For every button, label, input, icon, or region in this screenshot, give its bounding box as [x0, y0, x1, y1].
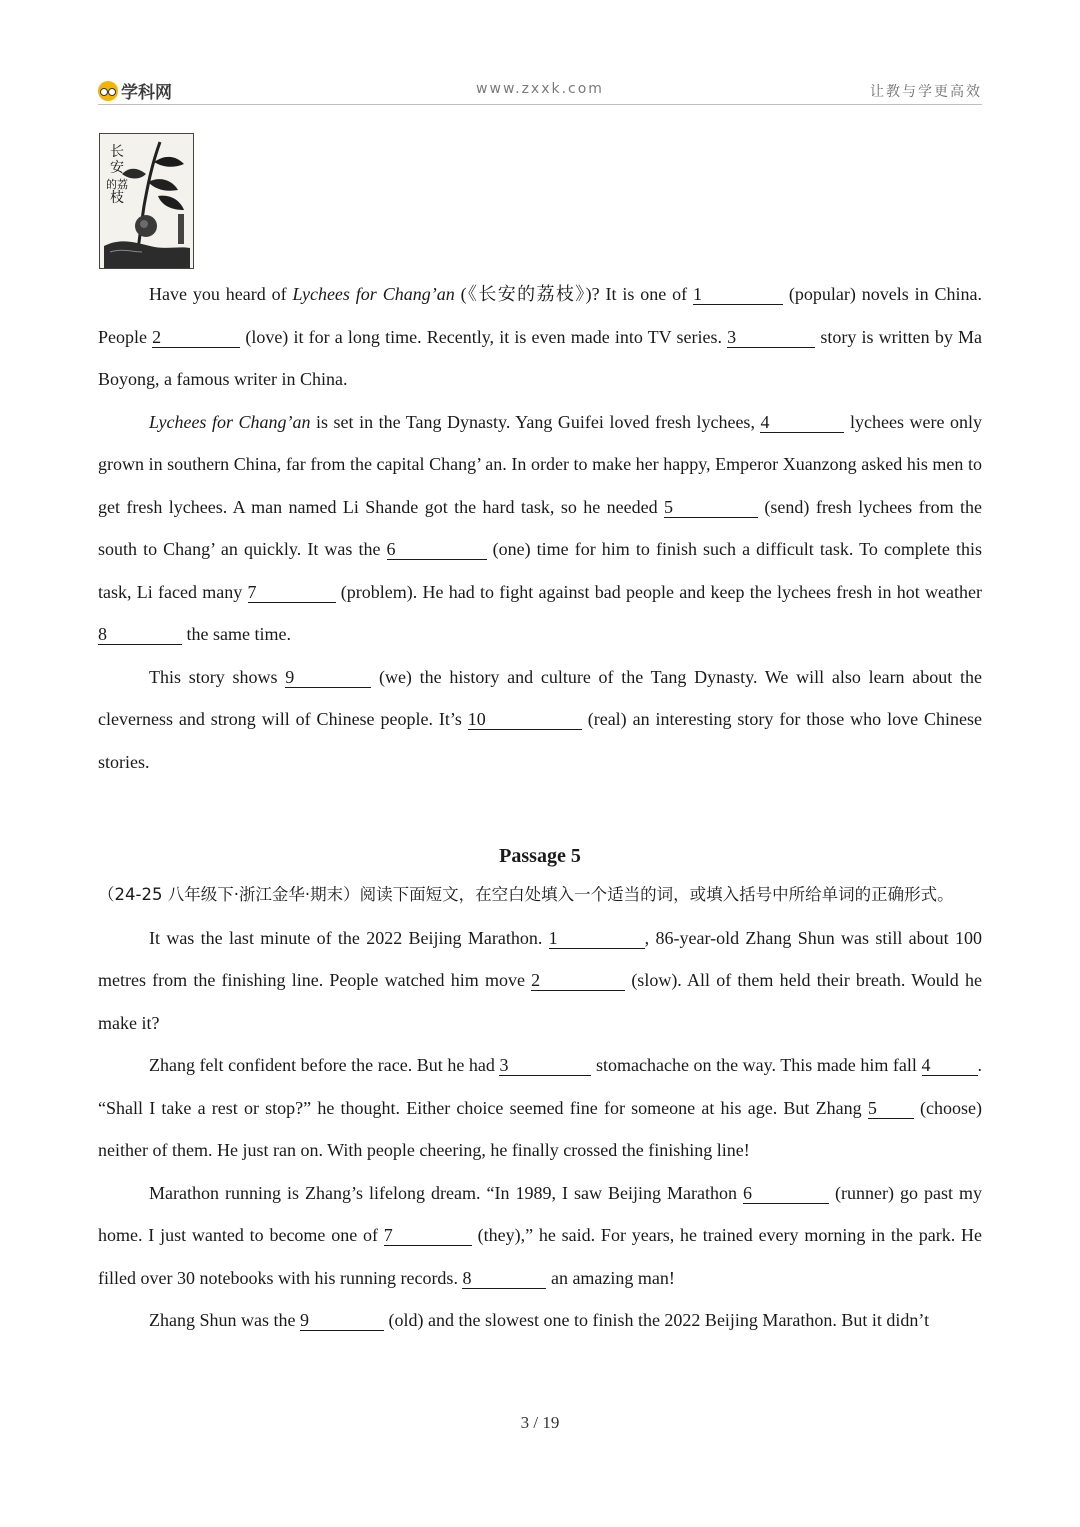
passage5-paragraph-3: Marathon running is Zhang’s lifelong dream. “In 1989, I saw Beijing Marathon 6 (runner) go past my home. I just wanted to become one of 7 (they),” he said. For years, he trained every morning in the park. He filled over 30 notebooks with his running records. 8 an amazing man! — [98, 1182, 982, 1288]
blank-2: 2 — [152, 328, 240, 348]
blank-6: 6 — [743, 1184, 829, 1204]
passage4-paragraph-1: Have you heard of Lychees for Chang’an (《长安的荔枝》)? It is one of 1 (popular) novels in China. People 2 (love) it for a long time. Recently, it is even made into TV series. 3 story is written by Ma Boyong, a famous writer in China. — [98, 284, 983, 389]
blank-4: 4 — [760, 413, 844, 433]
blank-4: 4 — [922, 1056, 978, 1076]
blank-7: 7 — [384, 1226, 472, 1246]
blank-1: 1 — [549, 929, 645, 949]
blank-3: 3 — [499, 1056, 591, 1076]
blank-1: 1 — [693, 285, 783, 305]
blank-3: 3 — [727, 328, 815, 348]
book-title: Lychees for Chang’an — [149, 411, 311, 432]
blank-8: 8 — [462, 1269, 546, 1289]
blank-6: 6 — [387, 540, 487, 560]
passage4-paragraph-3: This story shows 9 (we) the history and culture of the Tang Dynasty. We will also learn about the cleverness and strong will of Chinese people. It’s 10 (real) an interesting story for those who love Chinese stories. — [98, 666, 983, 772]
svg-text:的荔: 的荔 — [106, 178, 128, 191]
logo-text: 学科网 — [121, 83, 172, 103]
site-slogan: 让教与学更高效 — [870, 84, 982, 100]
worksheet-content — [98, 273, 982, 1342]
passage-title: Passage 5 — [499, 845, 581, 867]
blank-2: 2 — [531, 971, 625, 991]
passage5-paragraph-2: Zhang felt confident before the race. But he had 3 stomachache on the way. This made him fall 4 . “Shall I take a rest or stop?” he thought. Either choice seemed fine for someone at his age. But Zhang 5 (choose) neither of them. He just ran on. With people cheering, he finally crossed the finishing line! — [98, 1055, 982, 1160]
exercise-instructions: （24-25 八年级下·浙江金华·期末）阅读下面短文，在空白处填入一个适当的词，或填入括号中所给单词的正确形式。 — [98, 885, 954, 904]
blank-9: 9 — [285, 668, 371, 688]
book-cover-image — [99, 133, 194, 269]
site-url: www.zxxk.com — [476, 81, 604, 97]
svg-text:安: 安 — [110, 160, 124, 176]
passage4-paragraph-2: Lychees for Chang’an is set in the Tang Dynasty. Yang Guifei loved fresh lychees, 4 lychees were only grown in southern China, far from the capital Chang’ an. In order to make her happy, Emperor Xuanzong asked his men to get fresh lychees. A man named Li Shande got the hard task, so he needed 5 (send) fresh lychees from the south to Chang’ an quickly. It was the 6 (one) time for him to finish such a difficult task. To complete this task, Li faced many 7 (problem). He had to fight against bad people and keep the lychees fresh in hot weather 8 the same time. — [98, 411, 982, 644]
blank-9: 9 — [300, 1311, 384, 1331]
blank-8: 8 — [98, 625, 182, 645]
blank-5: 5 — [868, 1099, 914, 1119]
passage5-paragraph-1: It was the last minute of the 2022 Beijing Marathon. 1 , 86-year-old Zhang Shun was still about 100 metres from the finishing line. People watched him move 2 (slow). All of them held their breath. Would he make it? — [98, 927, 982, 1033]
blank-10: 10 — [468, 710, 582, 730]
passage5-paragraph-4: Zhang Shun was the 9 (old) and the slowest one to finish the 2022 Beijing Marathon. But it didn’t — [149, 1310, 930, 1330]
blank-5: 5 — [664, 498, 758, 518]
book-title: Lychees for Chang’an — [292, 284, 455, 304]
blank-7: 7 — [248, 583, 336, 603]
page-number: 3 / 19 — [520, 1413, 560, 1432]
svg-text:长: 长 — [110, 144, 124, 160]
svg-text:枝: 枝 — [110, 190, 124, 206]
page-header — [98, 76, 982, 105]
